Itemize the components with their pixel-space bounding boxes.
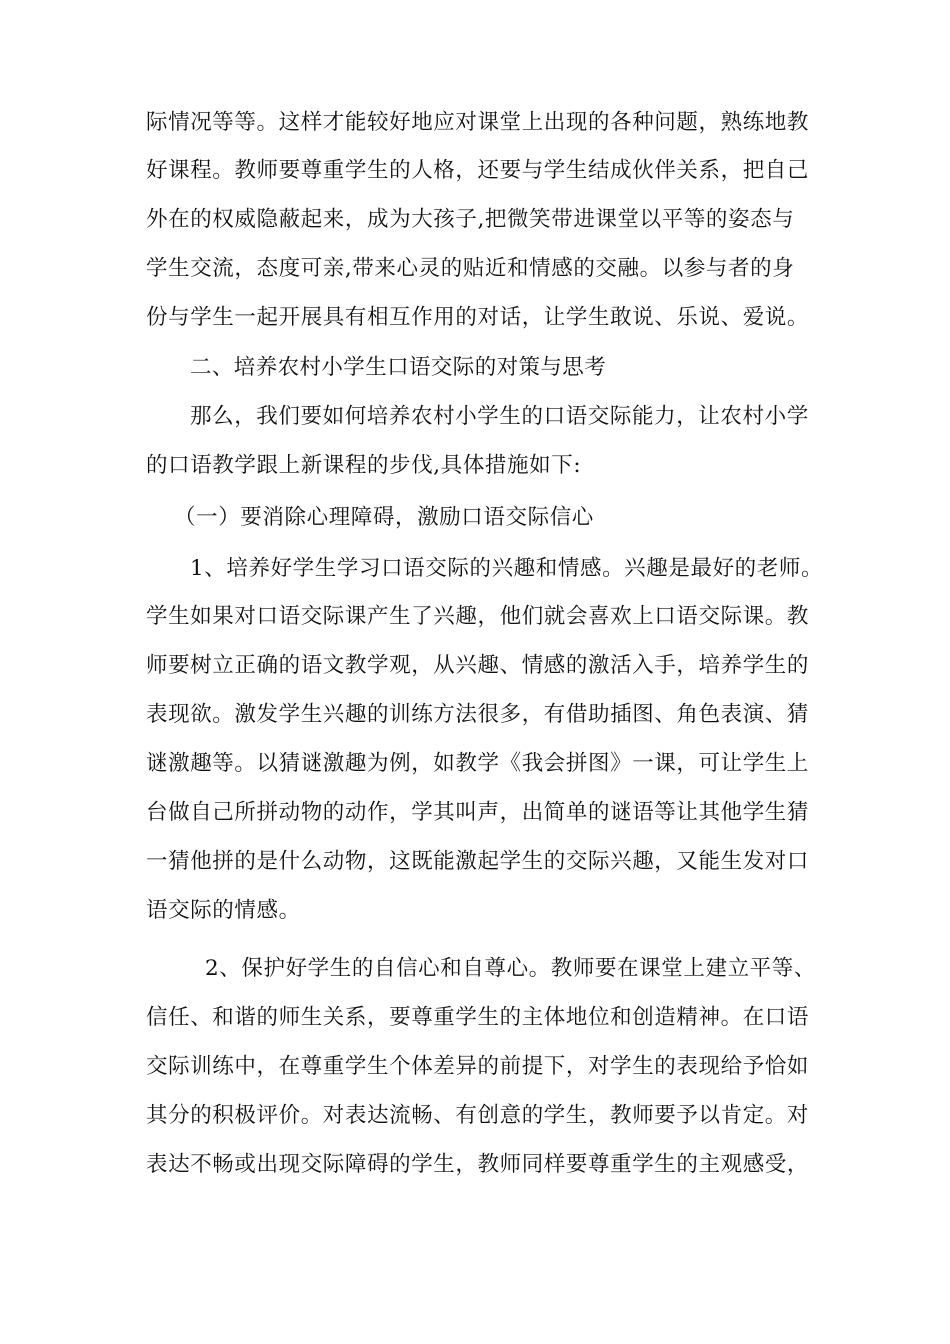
paragraph-line: 台做自己所拼动物的动作，学其叫声，出简单的谜语等让其他学生猜 xyxy=(146,800,810,825)
subsection-heading: （一）要消除心理障碍，激励口语交际信心 xyxy=(174,505,594,530)
paragraph-line: 语交际的情感。 xyxy=(146,898,301,923)
paragraph-line: 际情况等等。这样才能较好地应对课堂上出现的各种问题，熟练地教 xyxy=(146,110,810,135)
paragraph-line: 谜激趣等。以猜谜激趣为例，如教学《我会拼图》一课，可让学生上 xyxy=(146,751,810,776)
paragraph-line: 2、保护好学生的自信心和自尊心。教师要在课堂上建立平等、 xyxy=(205,956,816,981)
paragraph-line: 一猜他拼的是什么动物，这既能激起学生的交际兴趣，又能生发对口 xyxy=(146,849,810,874)
paragraph-line: 表达不畅或出现交际障碍的学生，教师同样要尊重学生的主观感受， xyxy=(146,1152,810,1177)
paragraph-line: 师要树立正确的语文教学观，从兴趣、情感的激活入手，培养学生的 xyxy=(146,653,810,678)
paragraph-line: 的口语教学跟上新课程的步伐,具体措施如下: xyxy=(146,453,582,478)
paragraph-line: 其分的积极评价。对表达流畅、有创意的学生，教师要予以肯定。对 xyxy=(146,1103,810,1128)
paragraph-line: 好课程。教师要尊重学生的人格，还要与学生结成伙伴关系，把自己 xyxy=(146,158,810,183)
section-heading: 二、培养农村小学生口语交际的对策与思考 xyxy=(190,355,607,380)
paragraph-line: 份与学生一起开展具有相互作用的对话，让学生敢说、乐说、爱说。 xyxy=(146,305,810,330)
paragraph-line: 外在的权威隐蔽起来，成为大孩子,把微笑带进课堂以平等的姿态与 xyxy=(146,207,795,232)
paragraph-line: 学生交流，态度可亲,带来心灵的贴近和情感的交融。以参与者的身 xyxy=(146,256,795,281)
paragraph-line: 信任、和谐的师生关系，要尊重学生的主体地位和创造精神。在口语 xyxy=(146,1005,810,1030)
paragraph-line: 那么，我们要如何培养农村小学生的口语交际能力，让农村小学 xyxy=(190,404,809,429)
paragraph-line: 学生如果对口语交际课产生了兴趣，他们就会喜欢上口语交际课。教 xyxy=(146,604,810,629)
paragraph-line: 1、培养好学生学习口语交际的兴趣和情感。兴趣是最好的老师。 xyxy=(190,556,824,581)
paragraph-line: 表现欲。激发学生兴趣的训练方法很多，有借助插图、角色表演、猜 xyxy=(146,702,810,727)
paragraph-line: 交际训练中，在尊重学生个体差异的前提下，对学生的表现给予恰如 xyxy=(146,1054,810,1079)
